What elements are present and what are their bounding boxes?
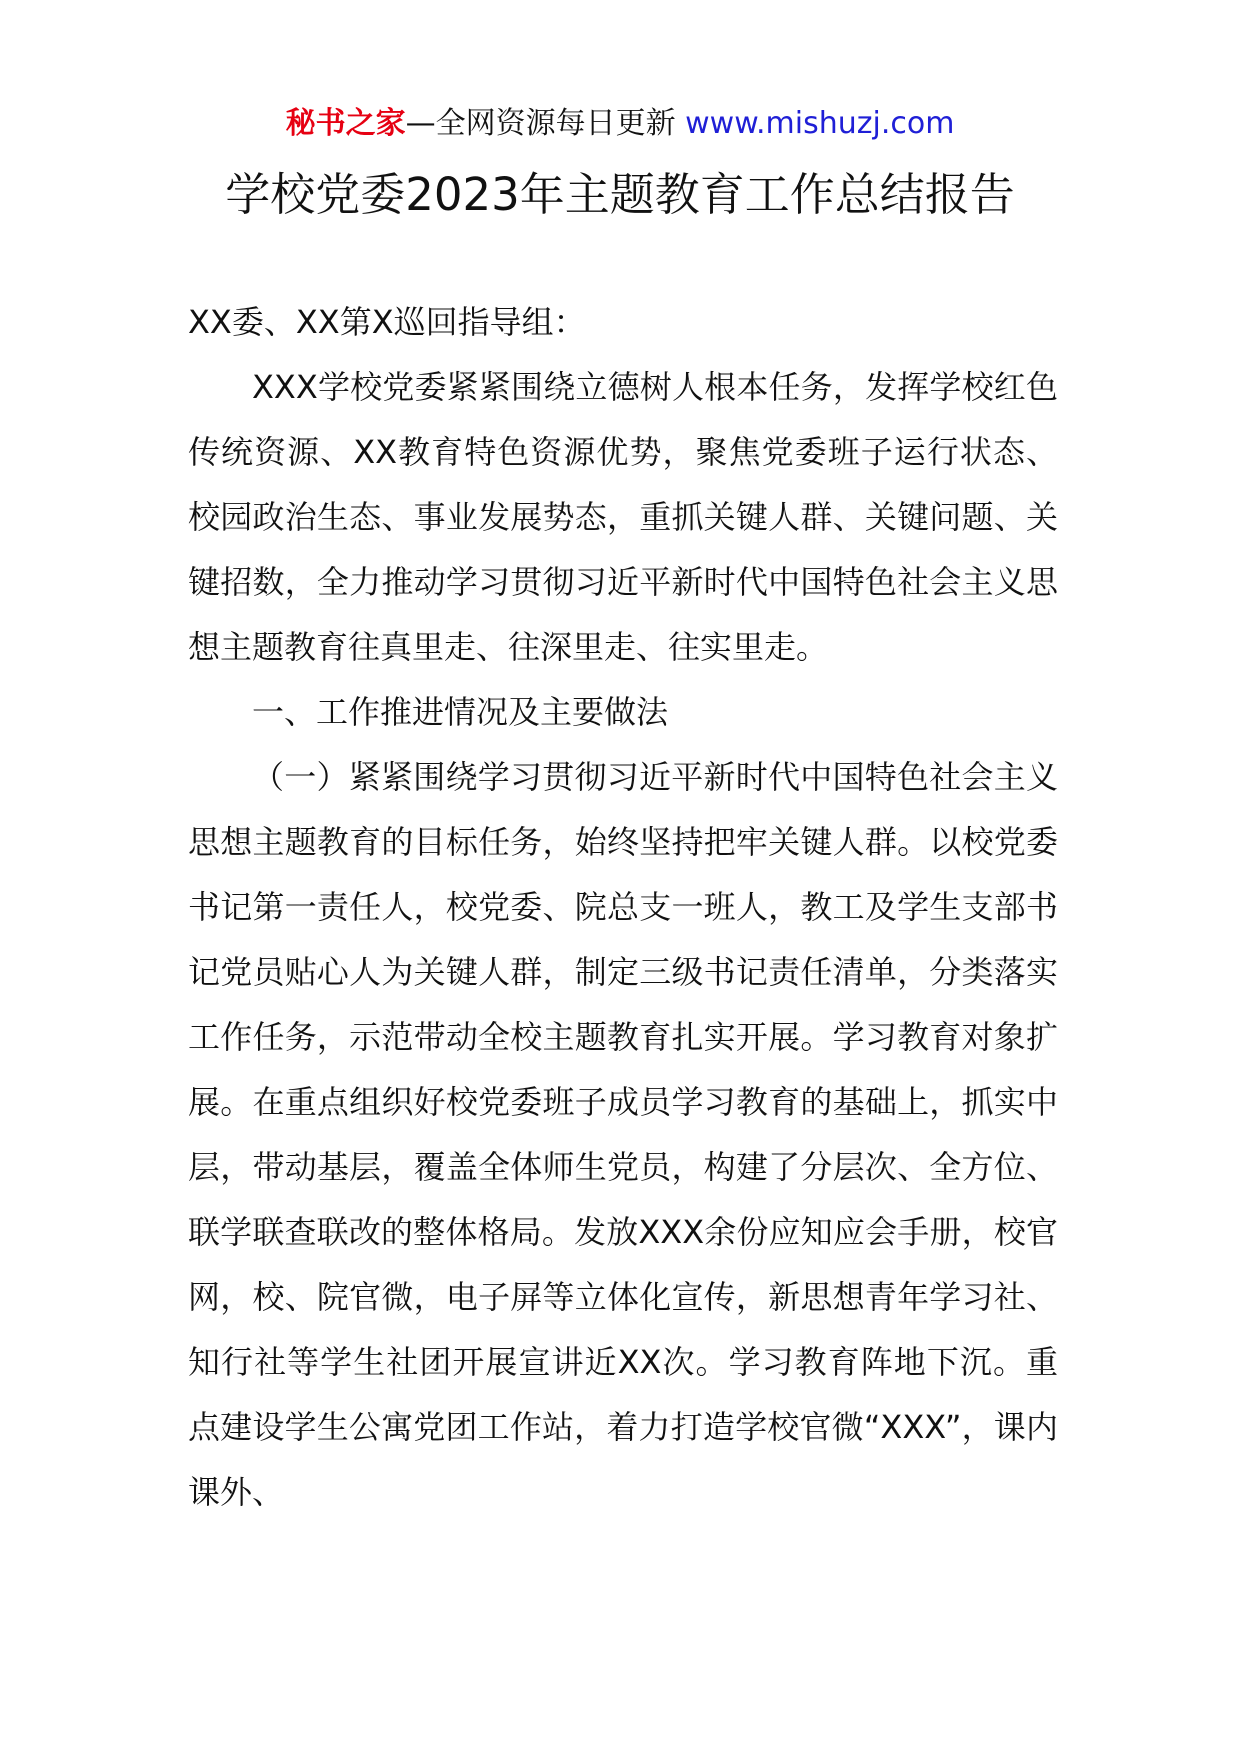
document-body	[188, 290, 1058, 1525]
intro-paragraph: XXX学校党委紧紧围绕立德树人根本任务，发挥学校红色传统资源、XX教育特色资源优势，聚焦党委班子运行状态、校园政治生态、事业发展势态，重抓关键人群、关键问题、关键招数，全力推动学习贯彻习近平新时代中国特色社会主义思想主题教育往真里走、往深里走、往实里走。	[188, 368, 1058, 666]
header-tagline: —全网资源每日更新	[405, 106, 676, 141]
subsection-paragraph: （一）紧紧围绕学习贯彻习近平新时代中国特色社会主义思想主题教育的目标任务，始终坚持把牢关键人群。以校党委书记第一责任人，校党委、院总支一班人，教工及学生支部书记党员贴心人为关键人群，制定三级书记责任清单，分类落实工作任务，示范带动全校主题教育扎实开展。学习教育对象扩展。在重点组织好校党委班子成员学习教育的基础上，抓实中层，带动基层，覆盖全体师生党员，构建了分层次、全方位、联学联查联改的整体格局。发放XXX余份应知应会手册，校官网，校、院官微，电子屏等立体化宣传，新思想青年学习社、知行社等学生社团开展宣讲近XX次。学习教育阵地下沉。重点建设学生公寓党团工作站，着力打造学校官微“XXX”，课内课外、	[188, 758, 1058, 1511]
section-heading: 一、工作推进情况及主要做法	[252, 693, 669, 731]
salutation: XX委、XX第X巡回指导组：	[188, 303, 586, 341]
site-header	[0, 104, 1240, 144]
document-title: 学校党委2023年主题教育工作总结报告	[225, 168, 1015, 221]
site-url-link[interactable]: www.mishuzj.com	[685, 106, 955, 141]
brand-name: 秘书之家	[285, 106, 406, 141]
